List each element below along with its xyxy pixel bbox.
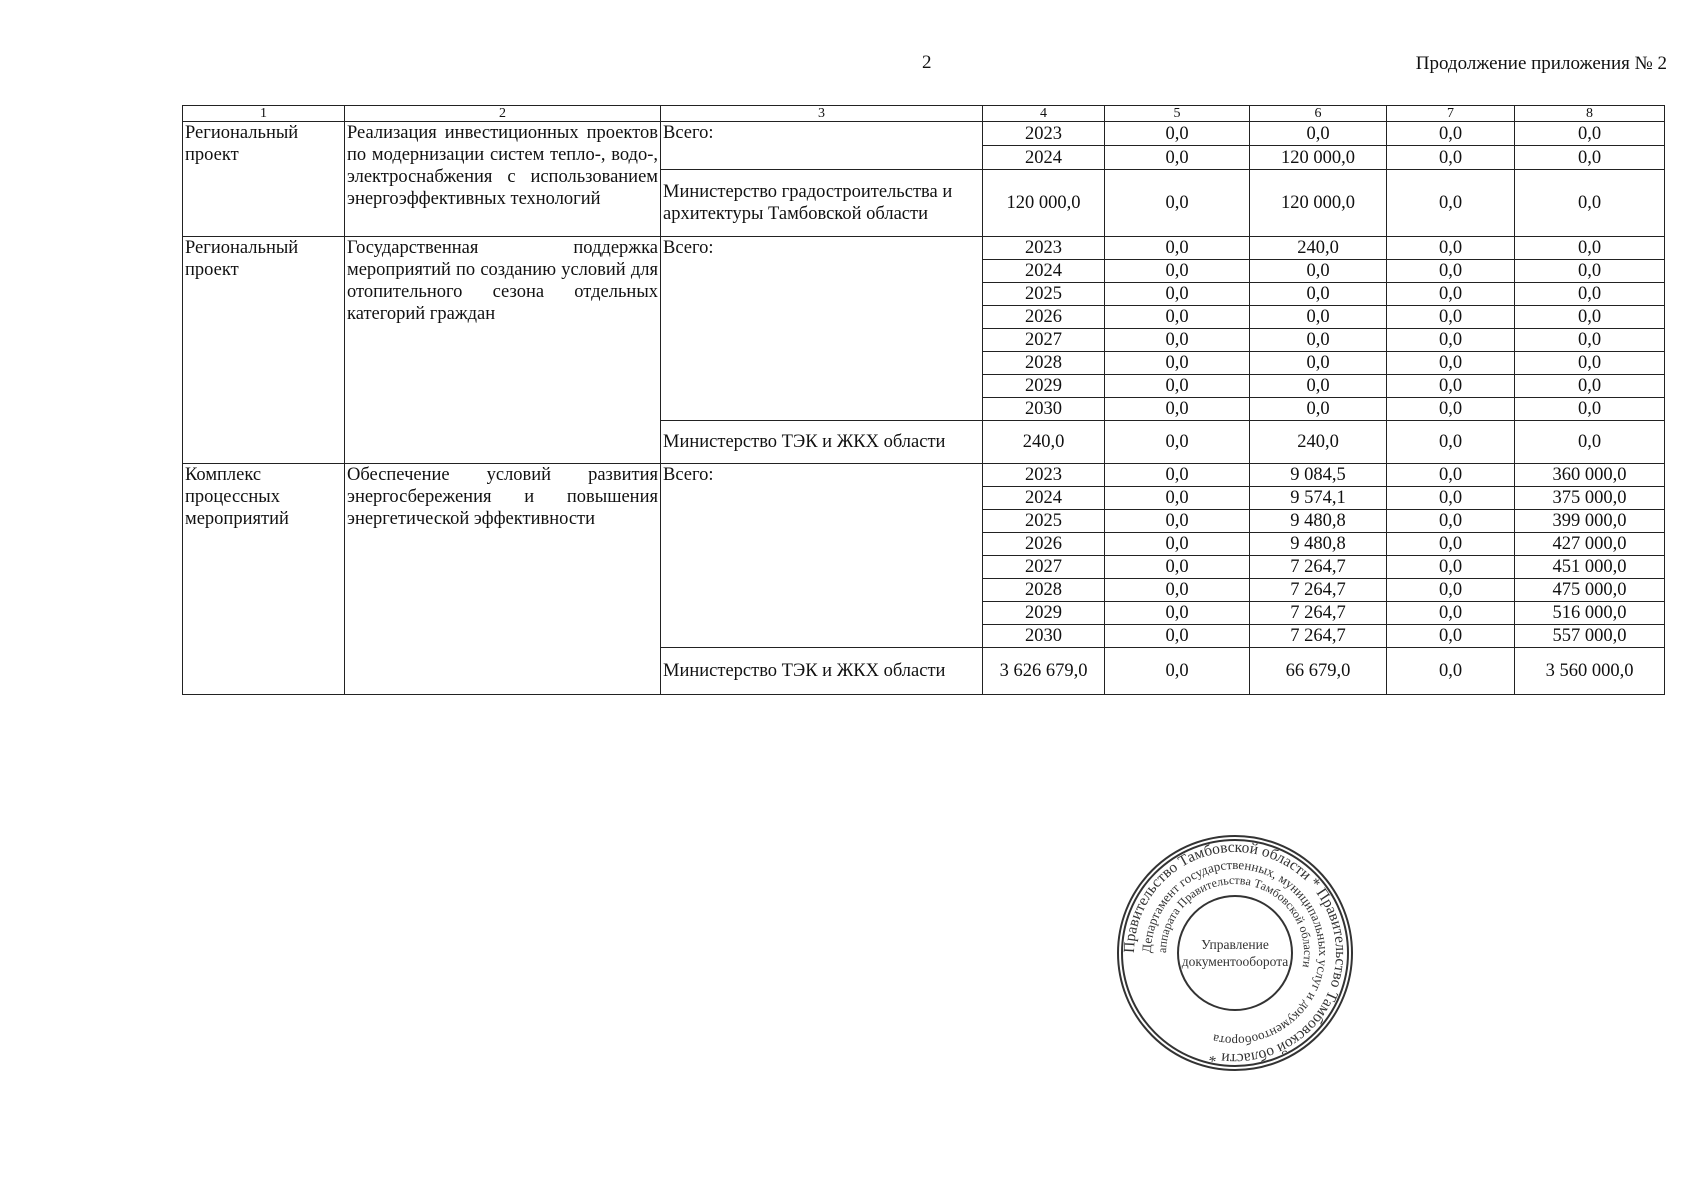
col5-value: 0,0 bbox=[1105, 283, 1250, 306]
col5-value: 0,0 bbox=[1105, 237, 1250, 260]
col5-value: 0,0 bbox=[1105, 122, 1250, 146]
col8-value: 0,0 bbox=[1515, 306, 1665, 329]
col6-value: 0,0 bbox=[1250, 283, 1387, 306]
col7-value: 0,0 bbox=[1387, 487, 1515, 510]
col7-value: 0,0 bbox=[1387, 556, 1515, 579]
column-number: 3 bbox=[661, 106, 983, 122]
year-row bbox=[183, 464, 1665, 487]
col8-value: 0,0 bbox=[1515, 237, 1665, 260]
col7-value: 0,0 bbox=[1387, 579, 1515, 602]
section-name-cell: Государственная поддержка мероприятий по созданию условий для отопительного сезона отдельных категорий граждан bbox=[345, 237, 661, 464]
col8-value: 0,0 bbox=[1515, 375, 1665, 398]
col5-value: 0,0 bbox=[1105, 648, 1250, 695]
col5-value: 0,0 bbox=[1105, 602, 1250, 625]
col7-value: 0,0 bbox=[1387, 398, 1515, 421]
col8-value: 0,0 bbox=[1515, 170, 1665, 237]
col8-value: 557 000,0 bbox=[1515, 625, 1665, 648]
col8-value: 0,0 bbox=[1515, 421, 1665, 464]
responsible-name-cell: Министерство градостроительства и архитектуры Тамбовской области bbox=[661, 170, 983, 237]
year-cell: 2029 bbox=[983, 375, 1105, 398]
col5-value: 0,0 bbox=[1105, 146, 1250, 170]
year-cell: 2024 bbox=[983, 146, 1105, 170]
col7-value: 0,0 bbox=[1387, 648, 1515, 695]
col6-value: 7 264,7 bbox=[1250, 579, 1387, 602]
col6-value: 240,0 bbox=[1250, 237, 1387, 260]
col5-value: 0,0 bbox=[1105, 398, 1250, 421]
column-number: 4 bbox=[983, 106, 1105, 122]
col6-value: 66 679,0 bbox=[1250, 648, 1387, 695]
seal-center-line-1: Управление bbox=[1201, 937, 1269, 952]
col5-value: 0,0 bbox=[1105, 510, 1250, 533]
year-cell: 2027 bbox=[983, 329, 1105, 352]
col8-value: 516 000,0 bbox=[1515, 602, 1665, 625]
col4-value: 240,0 bbox=[983, 421, 1105, 464]
section-type-cell: Комплекс процессных мероприятий bbox=[183, 464, 345, 695]
year-cell: 2027 bbox=[983, 556, 1105, 579]
col7-value: 0,0 bbox=[1387, 170, 1515, 237]
col4-value: 3 626 679,0 bbox=[983, 648, 1105, 695]
col6-value: 0,0 bbox=[1250, 329, 1387, 352]
seal-middle-text: Департамент государственных, муниципальных услуг и документооборота bbox=[1138, 856, 1332, 1050]
col7-value: 0,0 bbox=[1387, 464, 1515, 487]
column-number: 2 bbox=[345, 106, 661, 122]
col6-value: 7 264,7 bbox=[1250, 602, 1387, 625]
col8-value: 3 560 000,0 bbox=[1515, 648, 1665, 695]
col6-value: 0,0 bbox=[1250, 398, 1387, 421]
year-cell: 2026 bbox=[983, 306, 1105, 329]
col5-value: 0,0 bbox=[1105, 260, 1250, 283]
col7-value: 0,0 bbox=[1387, 510, 1515, 533]
year-cell: 2025 bbox=[983, 283, 1105, 306]
col8-value: 0,0 bbox=[1515, 122, 1665, 146]
responsible-name-cell: Министерство ТЭК и ЖКХ области bbox=[661, 648, 983, 695]
col6-value: 7 264,7 bbox=[1250, 556, 1387, 579]
col7-value: 0,0 bbox=[1387, 375, 1515, 398]
col5-value: 0,0 bbox=[1105, 352, 1250, 375]
col5-value: 0,0 bbox=[1105, 464, 1250, 487]
col8-value: 0,0 bbox=[1515, 398, 1665, 421]
col7-value: 0,0 bbox=[1387, 122, 1515, 146]
col8-value: 475 000,0 bbox=[1515, 579, 1665, 602]
col6-value: 9 574,1 bbox=[1250, 487, 1387, 510]
section-type-cell: Региональный проект bbox=[183, 122, 345, 237]
year-cell: 2023 bbox=[983, 464, 1105, 487]
col8-value: 375 000,0 bbox=[1515, 487, 1665, 510]
col5-value: 0,0 bbox=[1105, 625, 1250, 648]
col6-value: 120 000,0 bbox=[1250, 170, 1387, 237]
col6-value: 0,0 bbox=[1250, 122, 1387, 146]
appendix-continuation-label: Продолжение приложения № 2 bbox=[1415, 53, 1667, 74]
col5-value: 0,0 bbox=[1105, 421, 1250, 464]
col7-value: 0,0 bbox=[1387, 306, 1515, 329]
seal-inner-text: аппарата Правительства Тамбовской области bbox=[1154, 872, 1316, 969]
section-name-cell: Обеспечение условий развития энергосбережения и повышения энергетической эффективности bbox=[345, 464, 661, 695]
total-label-cell: Всего: bbox=[661, 237, 983, 421]
col4-value: 120 000,0 bbox=[983, 170, 1105, 237]
column-number: 5 bbox=[1105, 106, 1250, 122]
col8-value: 0,0 bbox=[1515, 260, 1665, 283]
col5-value: 0,0 bbox=[1105, 375, 1250, 398]
col5-value: 0,0 bbox=[1105, 579, 1250, 602]
funding-table bbox=[182, 105, 1665, 695]
col7-value: 0,0 bbox=[1387, 625, 1515, 648]
official-seal bbox=[1115, 833, 1355, 1073]
col7-value: 0,0 bbox=[1387, 329, 1515, 352]
col6-value: 0,0 bbox=[1250, 306, 1387, 329]
year-row bbox=[183, 122, 1665, 146]
year-cell: 2024 bbox=[983, 260, 1105, 283]
col5-value: 0,0 bbox=[1105, 170, 1250, 237]
year-cell: 2030 bbox=[983, 625, 1105, 648]
col7-value: 0,0 bbox=[1387, 146, 1515, 170]
seal-outer-text: Правительство Тамбовской области * Правительство Тамбовской области * bbox=[1120, 838, 1350, 1068]
col5-value: 0,0 bbox=[1105, 306, 1250, 329]
total-label-cell: Всего: bbox=[661, 122, 983, 170]
column-number: 1 bbox=[183, 106, 345, 122]
col8-value: 360 000,0 bbox=[1515, 464, 1665, 487]
col7-value: 0,0 bbox=[1387, 352, 1515, 375]
year-cell: 2030 bbox=[983, 398, 1105, 421]
col6-value: 9 480,8 bbox=[1250, 533, 1387, 556]
column-number: 8 bbox=[1515, 106, 1665, 122]
section-type-cell: Региональный проект bbox=[183, 237, 345, 464]
year-cell: 2029 bbox=[983, 602, 1105, 625]
col6-value: 7 264,7 bbox=[1250, 625, 1387, 648]
year-cell: 2026 bbox=[983, 533, 1105, 556]
column-number: 7 bbox=[1387, 106, 1515, 122]
col6-value: 0,0 bbox=[1250, 375, 1387, 398]
col5-value: 0,0 bbox=[1105, 487, 1250, 510]
col6-value: 9 084,5 bbox=[1250, 464, 1387, 487]
year-cell: 2023 bbox=[983, 122, 1105, 146]
col8-value: 0,0 bbox=[1515, 329, 1665, 352]
col8-value: 427 000,0 bbox=[1515, 533, 1665, 556]
col6-value: 120 000,0 bbox=[1250, 146, 1387, 170]
col6-value: 0,0 bbox=[1250, 260, 1387, 283]
col5-value: 0,0 bbox=[1105, 329, 1250, 352]
year-cell: 2028 bbox=[983, 579, 1105, 602]
col6-value: 9 480,8 bbox=[1250, 510, 1387, 533]
col8-value: 399 000,0 bbox=[1515, 510, 1665, 533]
year-cell: 2025 bbox=[983, 510, 1105, 533]
col6-value: 0,0 bbox=[1250, 352, 1387, 375]
column-number: 6 bbox=[1250, 106, 1387, 122]
total-label-cell: Всего: bbox=[661, 464, 983, 648]
col8-value: 0,0 bbox=[1515, 352, 1665, 375]
col7-value: 0,0 bbox=[1387, 602, 1515, 625]
col6-value: 240,0 bbox=[1250, 421, 1387, 464]
responsible-name-cell: Министерство ТЭК и ЖКХ области bbox=[661, 421, 983, 464]
col5-value: 0,0 bbox=[1105, 556, 1250, 579]
year-cell: 2023 bbox=[983, 237, 1105, 260]
col7-value: 0,0 bbox=[1387, 421, 1515, 464]
col5-value: 0,0 bbox=[1105, 533, 1250, 556]
year-row bbox=[183, 237, 1665, 260]
col7-value: 0,0 bbox=[1387, 237, 1515, 260]
col7-value: 0,0 bbox=[1387, 283, 1515, 306]
year-cell: 2024 bbox=[983, 487, 1105, 510]
section-name-cell: Реализация инвестиционных проектов по модернизации систем тепло-, водо-, электроснабжения с использованием энергоэффективных технологий bbox=[345, 122, 661, 237]
col8-value: 451 000,0 bbox=[1515, 556, 1665, 579]
column-number-row bbox=[183, 106, 1665, 122]
col7-value: 0,0 bbox=[1387, 260, 1515, 283]
col8-value: 0,0 bbox=[1515, 283, 1665, 306]
col7-value: 0,0 bbox=[1387, 533, 1515, 556]
col8-value: 0,0 bbox=[1515, 146, 1665, 170]
seal-center-line-2: документооборота bbox=[1181, 954, 1289, 969]
year-cell: 2028 bbox=[983, 352, 1105, 375]
page-number: 2 bbox=[922, 52, 932, 73]
